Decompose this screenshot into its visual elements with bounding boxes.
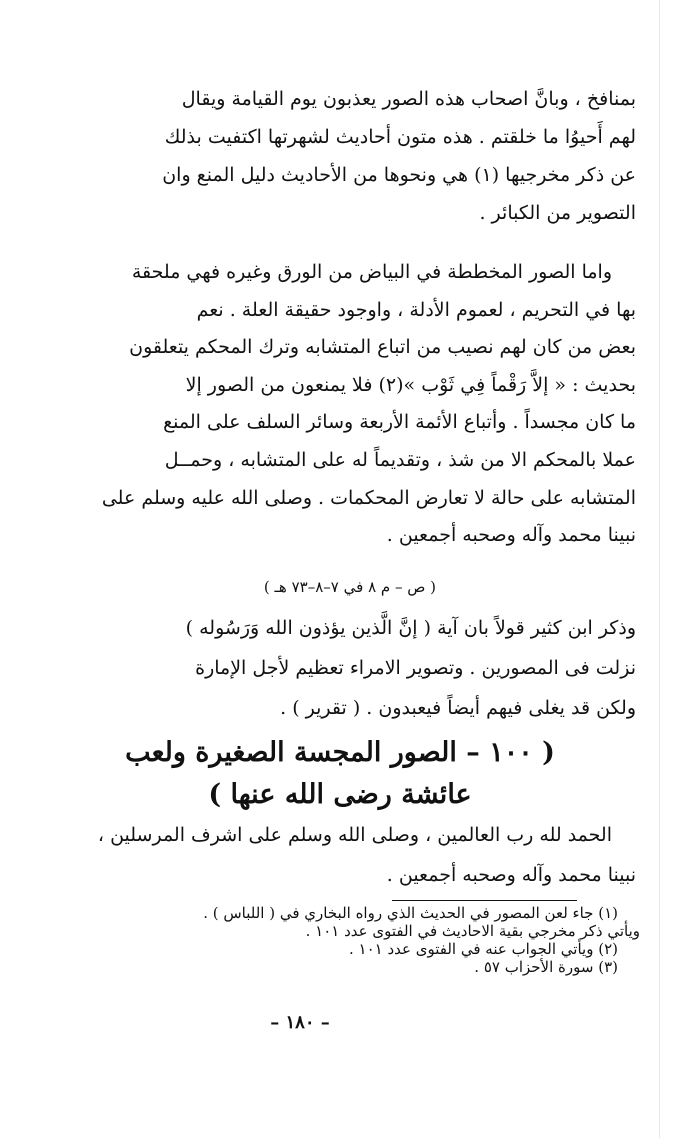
heading-line: عائشة رضى الله عنها ): [208, 779, 472, 810]
paragraph-1: [44, 80, 636, 232]
page-crease: [659, 0, 660, 1138]
footnote-line: ويأتي ذكر مخرجي بقية الاحاديث في الفتوى عدد ١٠١ .: [305, 922, 640, 940]
text-line: عملا بالمحكم الا من شذ ، وتقديماً له على المتشابه ، وحمــل: [164, 448, 636, 471]
page-number: – ١٨٠ –: [270, 1012, 330, 1033]
footnote-line: (٣) سورة الأحزاب ٥٧ .: [474, 958, 618, 976]
text-line: بمنافخ ، وبانَّ اصحاب هذه الصور يعذبون يوم القيامة ويقال: [181, 88, 636, 110]
paragraph-2: [44, 254, 636, 555]
text-line: التصوير من الكبائر .: [479, 202, 636, 224]
text-line: نبينا محمد وآله وصحبه أجمعين .: [386, 524, 636, 547]
paragraph-3: [44, 608, 636, 728]
text-line: نزلت فى المصورين . وتصوير الامراء تعظيم لأجل الإمارة: [195, 657, 636, 679]
section-heading: [40, 732, 640, 816]
text-line: واما الصور المخططة في البياض من الورق وغيره فهي ملحقة: [131, 261, 612, 283]
text-line: وذكر ابن كثير قولاً بان آية ( إنَّ الَّذين يؤذون الله وَرَسُوله ): [185, 617, 636, 639]
text-line: بها في التحريم ، لعموم الأدلة ، واوجود حقيقة العلة . نعم: [196, 298, 636, 321]
text-line: نبينا محمد وآله وصحبه أجمعين .: [386, 864, 636, 886]
text-line: ما كان مجسداً . وأتباع الأئمة الأربعة وسائر السلف على المنع: [163, 411, 636, 434]
paragraph-4: [44, 815, 636, 895]
footnotes: [44, 904, 640, 976]
footnote-divider: [392, 900, 577, 901]
footnote-line: (١) جاء لعن المصور في الحديث الذي رواه البخاري في ( اللباس ) .: [203, 904, 618, 922]
text-line: الحمد لله رب العالمين ، وصلى الله وسلم على اشرف المرسلين ،: [97, 824, 612, 846]
footnote-line: (٢) ويأتي الجواب عنه في الفتوى عدد ١٠١ .: [348, 940, 618, 958]
text-line: ولكن قد يغلى فيهم أيضاً فيعبدون . ( تقرير ) .: [280, 697, 636, 719]
text-line: المتشابه على حالة لا تعارض المحكمات . وصلى الله عليه وسلم على: [101, 486, 636, 509]
text-line: بحديث : « إلاَّ رَقْماً فِي ثَوْب »(٢) فلا يمنعون من الصور إلا: [185, 373, 636, 396]
heading-line: ( ١٠٠ – الصور المجسة الصغيرة ولعب: [125, 737, 555, 768]
text-line: لهم أَحيوُا ما خلقتم . هذه متون أحاديث لشهرتها اكتفيت بذلك: [164, 126, 636, 148]
text-line: عن ذكر مخرجيها (١) هي ونحوها من الأحاديث دليل المنع وان: [162, 164, 636, 186]
reference-note: [44, 575, 636, 599]
reference-line: ( ص – م ٨ في ٧–٨–٧٣ هـ ): [263, 578, 436, 596]
text-line: بعض من كان لهم نصيب من اتباع المتشابه وترك المحكم يتعلقون: [129, 336, 636, 359]
